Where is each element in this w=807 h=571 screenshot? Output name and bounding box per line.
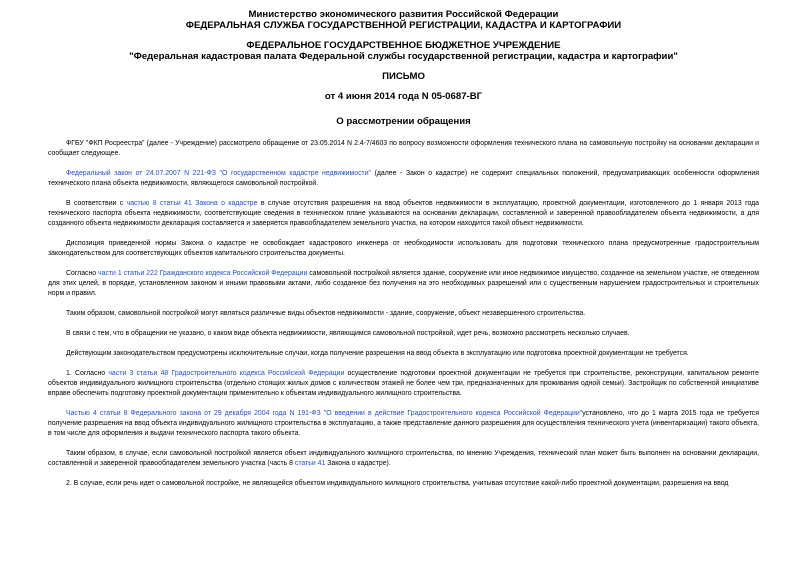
paragraph-3-text: в случае отсутствия разрешения на ввод объектов недвижимости в эксплуатацию, проектной документации, изготовленного до 1 января 2013 года технического паспорта объекта недвижимости, соответствующие сведения в техническом плане указываются на основании декларации, составленной и заверенной правообладателем объекта недвижимости, а для созданного объекта недвижимости декларация составляется и заверяется правообладателем земельного участка, на котором находится такой объект недвижимости. [48, 200, 760, 227]
paragraph-11-text: Закона о кадастре). [325, 460, 391, 467]
paragraph-11-pre: Таким образом, в случае, если самовольной постройкой является объект индивидуального жилищного строительства, по мнению Учреждения, технический план может быть выполнен на основании декларации, составленной и заверенной правообладателем земельного участка (часть 8 [48, 450, 759, 467]
paragraph-2 [48, 169, 759, 189]
paragraph-3-pre: В соответствии с [66, 200, 127, 207]
doc-date: от 4 июня 2014 года N 05-0687-ВГ [324, 91, 483, 102]
paragraph-3 [48, 199, 759, 229]
paragraph-6: Таким образом, самовольной постройкой могут являться различные виды объектов недвижимости - здание, сооружение, объект незавершенного строительства. [66, 310, 586, 317]
law-221-link[interactable]: Федеральный закон от 24.07.2007 N 221-ФЗ "О государственном кадастре недвижимости" [66, 170, 371, 177]
urban-code-48-link[interactable]: части 3 статьи 48 Градостроительного кодекса Российской Федерации [108, 370, 345, 377]
paragraph-10 [48, 409, 759, 439]
paragraph-2-text: (далее - Закон о кадастре) не содержит специальных положений, предусматривающих особенности оформления технического плана объекта недвижимости, являющегося самовольной постройкой. [48, 170, 759, 187]
institution-name: "Федеральная кадастровая палата Федеральной службы государственной регистрации, кадастра и картографии" [129, 51, 678, 62]
paragraph-4: Диспозиция приведенной нормы Закона о кадастре не освобождает кадастрового инженера от необходимости использовать для подготовки технического плана предусмотренные градостроительным законодательством для соответствующих объектов капитального строительства документы. [48, 240, 759, 257]
paragraph-11 [48, 449, 759, 469]
paragraph-8: Действующим законодательством предусмотрены исключительные случаи, когда получение разрешения на ввод объекта в эксплуатацию или подготовка проектной документации не требуется. [66, 350, 689, 357]
paragraph-9-text: осуществление подготовки проектной документации не требуется при строительстве, реконструкции, капитальном ремонте объектов индивидуального жилищного строительства (отдельно стоящих жилых домов с количеством этажей не более чем три, предназначенных для проживания одной семьи). Застройщик по собственной инициативе вправе обеспечить подготовку проектной документации применительно к объектам индивидуального жилищного строительства. [48, 370, 759, 397]
service-heading: ФЕДЕРАЛЬНАЯ СЛУЖБА ГОСУДАРСТВЕННОЙ РЕГИСТРАЦИИ, КАДАСТРА И КАРТОГРАФИИ [185, 20, 622, 31]
article-41-link[interactable]: статьи 41 [294, 460, 326, 467]
paragraph-12: 2. В случае, если речь идет о самовольной постройке, не являющейся объектом индивидуального жилищного строительства, учитывая отсутствие какой-либо проектной документации, разрешения на ввод [66, 480, 729, 487]
institution-heading: ФЕДЕРАЛЬНОЕ ГОСУДАРСТВЕННОЕ БЮДЖЕТНОЕ УЧРЕЖДЕНИЕ [246, 40, 561, 51]
doc-type: ПИСЬМО [382, 71, 425, 82]
article-41-part-8-link[interactable]: частью 8 статьи 41 Закона о кадастре [126, 200, 258, 207]
paragraph-5 [48, 269, 759, 299]
paragraph-9-pre: 1. Согласно [66, 370, 109, 377]
paragraph-1: ФГБУ "ФКП Росреестра" (далее - Учреждение) рассмотрело обращение от 23.05.2014 N 2.4-7/4603 по вопросу возможности оформления технического плана на самовольную постройку на основании декларации и сообщает следующее. [48, 140, 759, 157]
paragraph-5-text: самовольной постройкой является здание, сооружение или иное недвижимое имущество, созданное на земельном участке, не отведенном для этих целей, в порядке, установленном законом и иными правовыми актами, либо созданное без получения на это необходимых разрешений или с существенным нарушением градостроительных и строительных норм и правил. [48, 270, 759, 297]
doc-subject: О рассмотрении обращения [336, 116, 471, 127]
ministry-heading: Министерство экономического развития Российской Федерации [248, 9, 559, 20]
paragraph-10-text: установлено, что до 1 марта 2015 года не требуется получение разрешения на ввод объекта индивидуального жилищного строительства в эксплуатацию, а также представление данного разрешения для осуществления технического учета (инвентаризации) такого объекта, в том числе для оформления и выдачи технического паспорта такого объекта. [48, 410, 759, 437]
letter-body [48, 139, 759, 489]
law-191-link[interactable]: Частью 4 статьи 8 Федерального закона от 29 декабря 2004 года N 191-ФЗ "О введении в действие Градостроительного кодекса Российской Федерации" [66, 410, 583, 417]
paragraph-7: В связи с тем, что в обращении не указано, о каком виде объекта недвижимости, являющимся самовольной постройкой, идет речь, возможно рассмотреть несколько случаев. [66, 330, 630, 337]
civil-code-222-link[interactable]: части 1 статьи 222 Гражданского кодекса Российской Федерации [98, 270, 308, 277]
paragraph-5-pre: Согласно [66, 270, 99, 277]
paragraph-9 [48, 369, 759, 399]
